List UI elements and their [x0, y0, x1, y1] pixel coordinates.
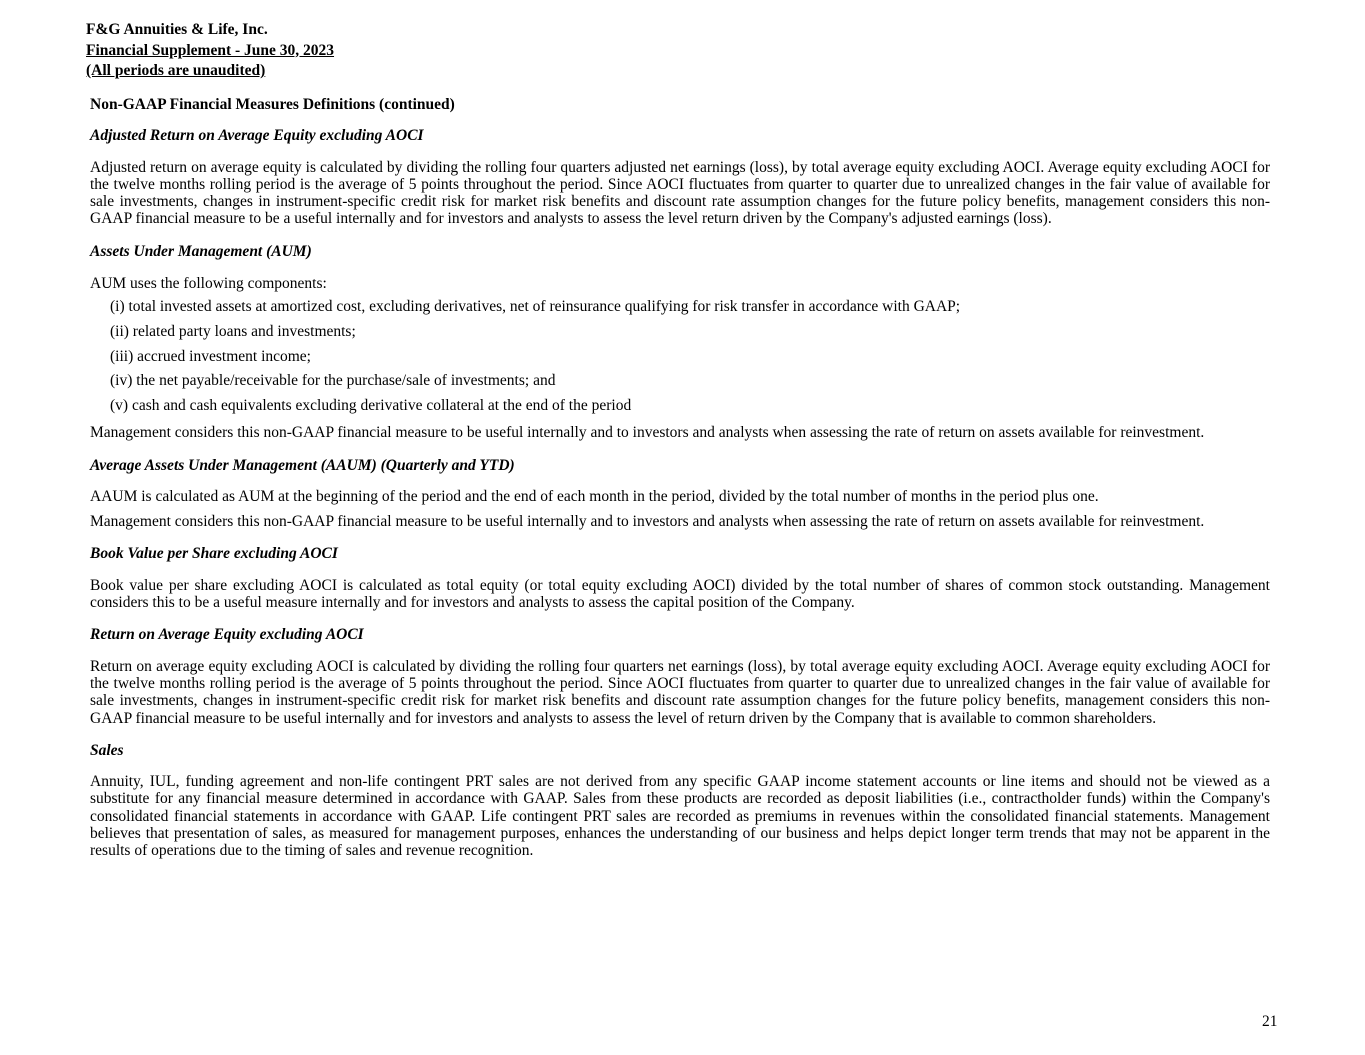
- heading-aaum: Average Assets Under Management (AAUM) (Quarterly and YTD): [90, 456, 515, 474]
- unaudited-note: (All periods are unaudited): [86, 62, 266, 79]
- heading-roe: Return on Average Equity excluding AOCI: [90, 626, 364, 644]
- list-item: (iii) accrued investment income;: [110, 347, 311, 365]
- list-item: (ii) related party loans and investments;: [110, 322, 356, 340]
- heading-sales: Sales: [90, 741, 124, 759]
- list-item: (i) total invested assets at amortized cost, excluding derivatives, net of reinsurance qualifying for risk transfer in accordance with GAAP;: [110, 298, 961, 316]
- document-header: [86, 20, 334, 82]
- company-name: F&G Annuities & Life, Inc.: [86, 21, 268, 38]
- heading-aum: Assets Under Management (AUM): [90, 242, 312, 260]
- paragraph-adjusted-roe: Adjusted return on average equity is calculated by dividing the rolling four quarters adjusted net earnings (loss), by total average equity excluding AOCI. Average equity excluding AOCI for the twelve months rolling period is the average of 5 points throughout the period. Since AOCI fluctuates from quarter to quarter due to unrealized changes in the fair value of available for sale investments, changes in instrument-specific credit risk for market risk benefits and discount rate assumption changes for the future policy benefits, management considers this non-GAAP financial measure to be a useful internally and for investors and analysts to assess the level return driven by the Company's adjusted earnings (loss).: [90, 158, 1270, 228]
- page-number: 21: [1262, 1013, 1278, 1030]
- heading-book-value: Book Value per Share excluding AOCI: [90, 545, 338, 563]
- paragraph-aum-intro: AUM uses the following components:: [90, 275, 327, 293]
- section-title: Non-GAAP Financial Measures Definitions (continued): [90, 96, 455, 113]
- definitions-body: [90, 96, 1270, 860]
- list-item: (v) cash and cash equivalents excluding derivative collateral at the end of the period: [110, 397, 632, 415]
- paragraph-book-value: Book value per share excluding AOCI is calculated as total equity (or total equity excluding AOCI) divided by the total number of shares of common stock outstanding. Management considers this to be a useful measure internally and for investors and analysts to assess the capital position of the Company.: [90, 576, 1270, 612]
- supplement-title: Financial Supplement - June 30, 2023: [86, 41, 335, 59]
- paragraph-sales: Annuity, IUL, funding agreement and non-life contingent PRT sales are not derived from any specific GAAP income statement accounts or line items and should not be viewed as a substitute for any financial measure determined in accordance with GAAP. Sales from these products are recorded as deposit liabilities (i.e., contractholder funds) within the Company's consolidated financial statements in accordance with GAAP. Life contingent PRT sales are recorded as premiums in revenues within the consolidated financial statements. Management believes that presentation of sales, as measured for management purposes, enhances the understanding of our business and helps depict longer term trends that may not be apparent in the results of operations due to the timing of sales and revenue recognition.: [90, 773, 1270, 860]
- list-item: (iv) the net payable/receivable for the purchase/sale of investments; and: [110, 372, 556, 390]
- heading-adjusted-roe: Adjusted Return on Average Equity excluding AOCI: [90, 127, 424, 145]
- aum-components-list: [90, 298, 1270, 415]
- paragraph-aum-management: Management considers this non-GAAP financial measure to be useful internally and to investors and analysts when assessing the rate of return on assets available for reinvestment.: [90, 424, 1205, 442]
- paragraph-roe: Return on average equity excluding AOCI is calculated by dividing the rolling four quarters net earnings (loss), by total average equity excluding AOCI. Average equity excluding AOCI for the twelve months rolling period is the average of 5 points throughout the period. Since AOCI fluctuates from quarter to quarter due to unrealized changes in the fair value of available for sale investments, changes in instrument-specific credit risk for market risk benefits and discount rate assumption changes for the future policy benefits, management considers this non-GAAP financial measure to be useful internally and for investors and analysts to assess the level of return driven by the Company that is available to common shareholders.: [90, 657, 1270, 727]
- paragraph-aaum-calc: AAUM is calculated as AUM at the beginning of the period and the end of each month in the period, divided by the total number of months in the period plus one.: [90, 487, 1099, 505]
- paragraph-aaum-management: Management considers this non-GAAP financial measure to be useful internally and to investors and analysts when assessing the rate of return on assets available for reinvestment.: [90, 513, 1205, 531]
